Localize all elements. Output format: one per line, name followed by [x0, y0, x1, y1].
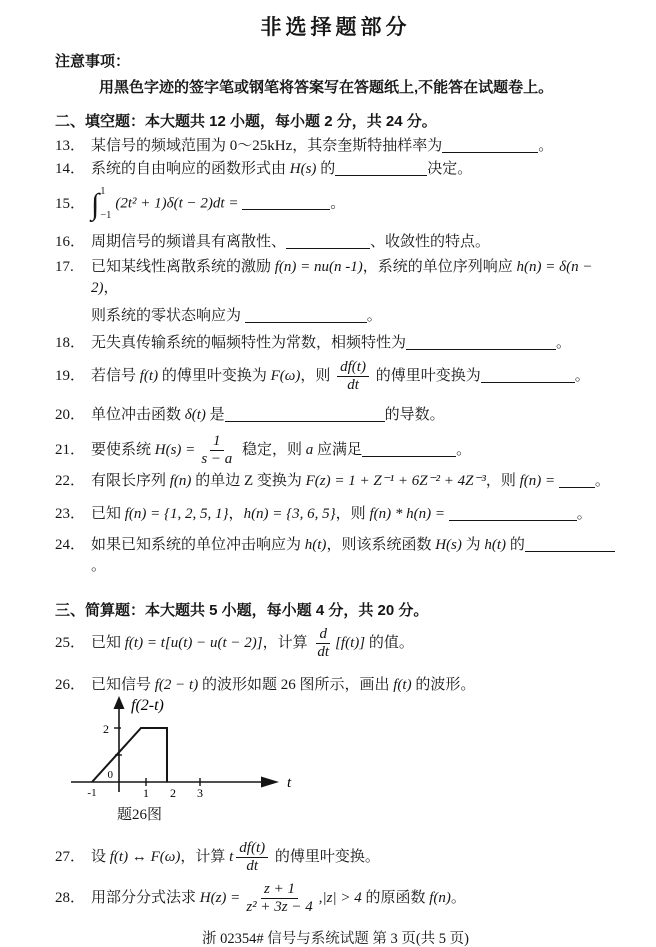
math-expression: H(s) — [289, 161, 317, 177]
fraction — [243, 881, 315, 917]
text-segment: 的傅里叶变换为 — [158, 368, 271, 385]
text-segment: 为 — [461, 537, 485, 553]
section-heading-fill-in: 二、填空题：本大题共 12 小题，每小题 2 分，共 24 分。 — [55, 113, 437, 130]
x-tick-label-2: 2 — [170, 785, 176, 800]
math-expression: f(t) — [139, 368, 159, 385]
text-segment: 如果已知系统的单位冲击响应为 — [91, 537, 305, 553]
question-body — [91, 257, 616, 299]
text-segment: 。 — [576, 506, 592, 522]
question-number: 13． — [55, 138, 86, 154]
question-14 — [55, 159, 616, 180]
question-number: 22． — [55, 473, 86, 489]
question-body — [91, 232, 616, 253]
math-expression: f(t) ↔ F(ω) — [109, 848, 181, 865]
question-18 — [55, 333, 616, 354]
blank-line — [559, 472, 595, 488]
blank-line — [362, 441, 456, 457]
text-segment: 稳定，则 — [238, 441, 306, 458]
text-segment: 是 — [205, 406, 225, 423]
math-expression: f(n) = nu(n -1) — [274, 259, 363, 275]
question-number: 26． — [55, 676, 86, 693]
fraction-numerator: d — [316, 626, 330, 644]
fraction-denominator: dt — [347, 377, 359, 394]
math-expression: f(n) — [429, 890, 451, 907]
waveform-curve — [92, 728, 167, 782]
question-17 — [55, 257, 616, 299]
question-number: 27． — [55, 848, 86, 865]
math-expression: f(t) — [393, 676, 412, 693]
math-expression: [f(t)] — [335, 635, 366, 652]
question-number: 23． — [55, 506, 86, 522]
question-body — [91, 675, 616, 696]
question-body — [91, 433, 616, 469]
math-expression: f(n) — [169, 473, 192, 489]
text-segment: 。 — [450, 890, 466, 907]
origin-label: 0 — [107, 768, 113, 781]
text-segment: 。 — [330, 195, 346, 212]
math-expression: F(z) = 1 + Z⁻¹ + 6Z⁻² + 4Z⁻³ — [305, 473, 486, 489]
waveform-plot — [65, 696, 305, 800]
question-body — [91, 535, 616, 577]
question-26-figure — [65, 696, 616, 826]
integral-lower-limit: −1 — [100, 209, 112, 221]
integral-upper-limit: 1 — [100, 186, 106, 197]
text-segment: 若信号 — [91, 368, 140, 385]
math-expression: f(n) * h(n) = — [369, 506, 445, 522]
integral-sign — [91, 187, 111, 221]
math-expression: (2t² + 1)δ(t − 2)dt = — [115, 195, 239, 212]
text-segment: ，系统的单位序列响应 — [362, 259, 517, 275]
blank-line — [406, 334, 556, 350]
fraction — [198, 433, 235, 469]
fraction-numerator: z + 1 — [261, 881, 298, 899]
fraction — [337, 359, 369, 395]
text-segment: 。 — [574, 368, 590, 385]
text-segment: ， — [228, 506, 244, 522]
question-number: 21． — [55, 441, 86, 458]
question-number: 17. — [55, 259, 74, 275]
text-segment: 。 — [556, 335, 572, 351]
notice-body: 用黑色字迹的签字笔或钢笔将答案写在答题纸上,不能答在试题卷上。 — [99, 79, 554, 96]
question-number: 28． — [55, 890, 86, 907]
question-21 — [55, 433, 616, 469]
text-segment: 。 — [366, 308, 382, 324]
x-axis-label: t — [287, 774, 292, 791]
notice-heading: 注意事项： — [55, 53, 131, 70]
text-segment: 已知信号 — [91, 676, 155, 693]
question-28 — [55, 881, 616, 917]
page-footer: 浙 02354# 信号与系统试题 第 3 页(共 5 页) — [201, 930, 470, 947]
blank-line — [225, 406, 385, 422]
question-13 — [55, 136, 616, 157]
math-expression: f(2 − t) — [154, 676, 199, 693]
math-expression: H(s) — [435, 537, 462, 553]
question-19 — [55, 359, 616, 395]
blank-line — [481, 367, 575, 383]
fraction-numerator: df(t) — [236, 840, 268, 858]
text-segment: 决定。 — [427, 161, 473, 177]
text-segment: 。 — [91, 558, 107, 574]
math-expression: a — [305, 441, 314, 458]
question-number: 15． — [55, 195, 86, 212]
text-segment: ，则 — [335, 506, 370, 522]
blank-line — [335, 160, 427, 176]
blank-line — [442, 137, 538, 153]
question-25 — [55, 626, 616, 662]
text-segment: 、收敛性的特点。 — [370, 234, 491, 250]
question-number: 19． — [55, 368, 86, 385]
integral-glyph: ∫ — [91, 187, 100, 221]
math-expression: t — [229, 848, 234, 865]
math-expression: δ(t) — [184, 406, 206, 423]
text-segment: 周期信号的频谱具有离散性、 — [91, 234, 287, 250]
question-26 — [55, 675, 616, 696]
text-segment: 的波形如题 26 图所示，画出 — [198, 676, 394, 693]
text-segment: 已知 — [91, 506, 125, 522]
text-segment: 用部分分式法求 — [91, 890, 200, 907]
text-segment: 的波形。 — [411, 676, 476, 693]
question-27 — [55, 840, 616, 876]
question-number: 14． — [55, 161, 86, 177]
y-axis-label: f(2-t) — [131, 696, 164, 714]
y-tick-label-2: 2 — [103, 721, 109, 736]
text-segment: ，计算 — [180, 848, 230, 865]
math-expression: F(ω) — [270, 368, 301, 385]
fraction-denominator: s − a — [201, 450, 233, 467]
fraction-denominator: z² + 3z − 4 — [246, 899, 313, 916]
question-body — [91, 333, 616, 354]
question-body — [91, 840, 616, 876]
text-segment: 有限长序列 — [91, 473, 170, 489]
question-16 — [55, 232, 616, 253]
question-body — [91, 136, 616, 157]
text-segment: ，则该系统函数 — [326, 537, 436, 553]
question-number: 25． — [55, 635, 86, 652]
text-segment: 已知 — [91, 635, 125, 652]
text-segment: 。 — [594, 473, 610, 489]
x-axis-arrow — [261, 776, 279, 787]
question-17-line2 — [55, 306, 616, 327]
blank-line — [286, 233, 370, 249]
text-segment: 的傅里叶变换。 — [271, 848, 380, 865]
blank-line — [449, 505, 577, 521]
y-axis-arrow — [114, 696, 125, 709]
text-segment: 则系统的零状态响应为 — [91, 308, 245, 324]
text-segment: ，则 — [300, 368, 335, 385]
text-segment: 的单边 Z 变换为 — [191, 473, 306, 489]
question-body — [91, 187, 616, 221]
section-heading-calc: 三、简算题：本大题共 5 小题，每小题 4 分，共 20 分。 — [55, 602, 429, 619]
text-segment: 的傅里叶变换为 — [371, 368, 481, 385]
text-segment: 系统的自由响应的函数形式由 — [91, 161, 290, 177]
question-22 — [55, 471, 616, 492]
text-segment: , — [318, 890, 323, 907]
x-tick-label-3: 3 — [197, 785, 203, 800]
blank-line — [525, 536, 615, 552]
question-23 — [55, 504, 616, 525]
text-segment: 设 — [91, 848, 110, 865]
fraction — [236, 840, 268, 876]
blank-line — [245, 307, 367, 323]
text-segment: 单位冲击函数 — [91, 406, 185, 423]
text-segment: 无失真传输系统的幅频特性为常数，相频特性为 — [91, 335, 407, 351]
text-segment: 的 — [506, 537, 525, 553]
fraction-denominator: dt — [246, 857, 259, 874]
question-body — [91, 626, 616, 662]
text-segment: 的导数。 — [384, 406, 445, 423]
math-expression: h(n) = {3, 6, 5} — [243, 506, 336, 522]
question-body — [91, 359, 616, 395]
text-segment: 的原函数 — [361, 890, 430, 907]
math-expression: H(s) = — [154, 441, 196, 458]
fraction — [314, 626, 332, 662]
question-body — [91, 881, 616, 917]
text-segment: 的值。 — [365, 635, 414, 652]
question-24 — [55, 535, 616, 577]
page-title: 非选择题部分 — [260, 16, 411, 39]
question-20 — [55, 405, 616, 426]
text-segment: 。 — [456, 441, 472, 458]
text-segment: ，则 — [485, 473, 520, 489]
blank-line — [242, 194, 330, 210]
math-expression: H(z) = — [199, 890, 241, 907]
text-segment: ，计算 — [262, 635, 312, 652]
text-segment: 某信号的频域范围为 0～25kHz，其奈奎斯特抽样率为 — [91, 138, 443, 154]
text-segment: 的 — [316, 161, 336, 177]
question-15 — [55, 187, 616, 221]
fraction-numerator: df(t) — [337, 359, 369, 377]
math-expression: f(n) = {1, 2, 5, 1} — [124, 506, 229, 522]
question-body — [91, 471, 616, 492]
math-expression: h(t) — [304, 537, 327, 553]
text-segment: 。 — [538, 138, 554, 154]
text-segment: 应满足 — [313, 441, 363, 458]
text-segment: 要使系统 — [91, 441, 155, 458]
question-body — [91, 504, 616, 525]
question-number: 18． — [55, 335, 86, 351]
math-expression: h(t) — [484, 537, 507, 553]
fraction-numerator: 1 — [210, 433, 224, 451]
text-segment: ， — [103, 280, 119, 296]
fraction-denominator: dt — [317, 644, 330, 661]
math-expression: f(t) = t[u(t) − u(t − 2)] — [124, 635, 263, 652]
figure-caption: 题26图 — [117, 806, 163, 823]
question-number: 24． — [55, 537, 86, 553]
x-tick-label-m1: -1 — [87, 786, 97, 799]
math-expression: |z| > 4 — [322, 890, 362, 907]
math-expression: f(n) = — [519, 473, 556, 489]
question-body — [91, 405, 616, 426]
question-body — [91, 159, 616, 180]
math-expression: h(n) = δ(n − 2) — [91, 259, 593, 296]
text-segment: 已知某线性离散系统的激励 — [91, 259, 275, 275]
x-tick-label-1: 1 — [143, 785, 149, 800]
question-number: 16． — [55, 234, 86, 250]
question-number: 20． — [55, 406, 86, 423]
